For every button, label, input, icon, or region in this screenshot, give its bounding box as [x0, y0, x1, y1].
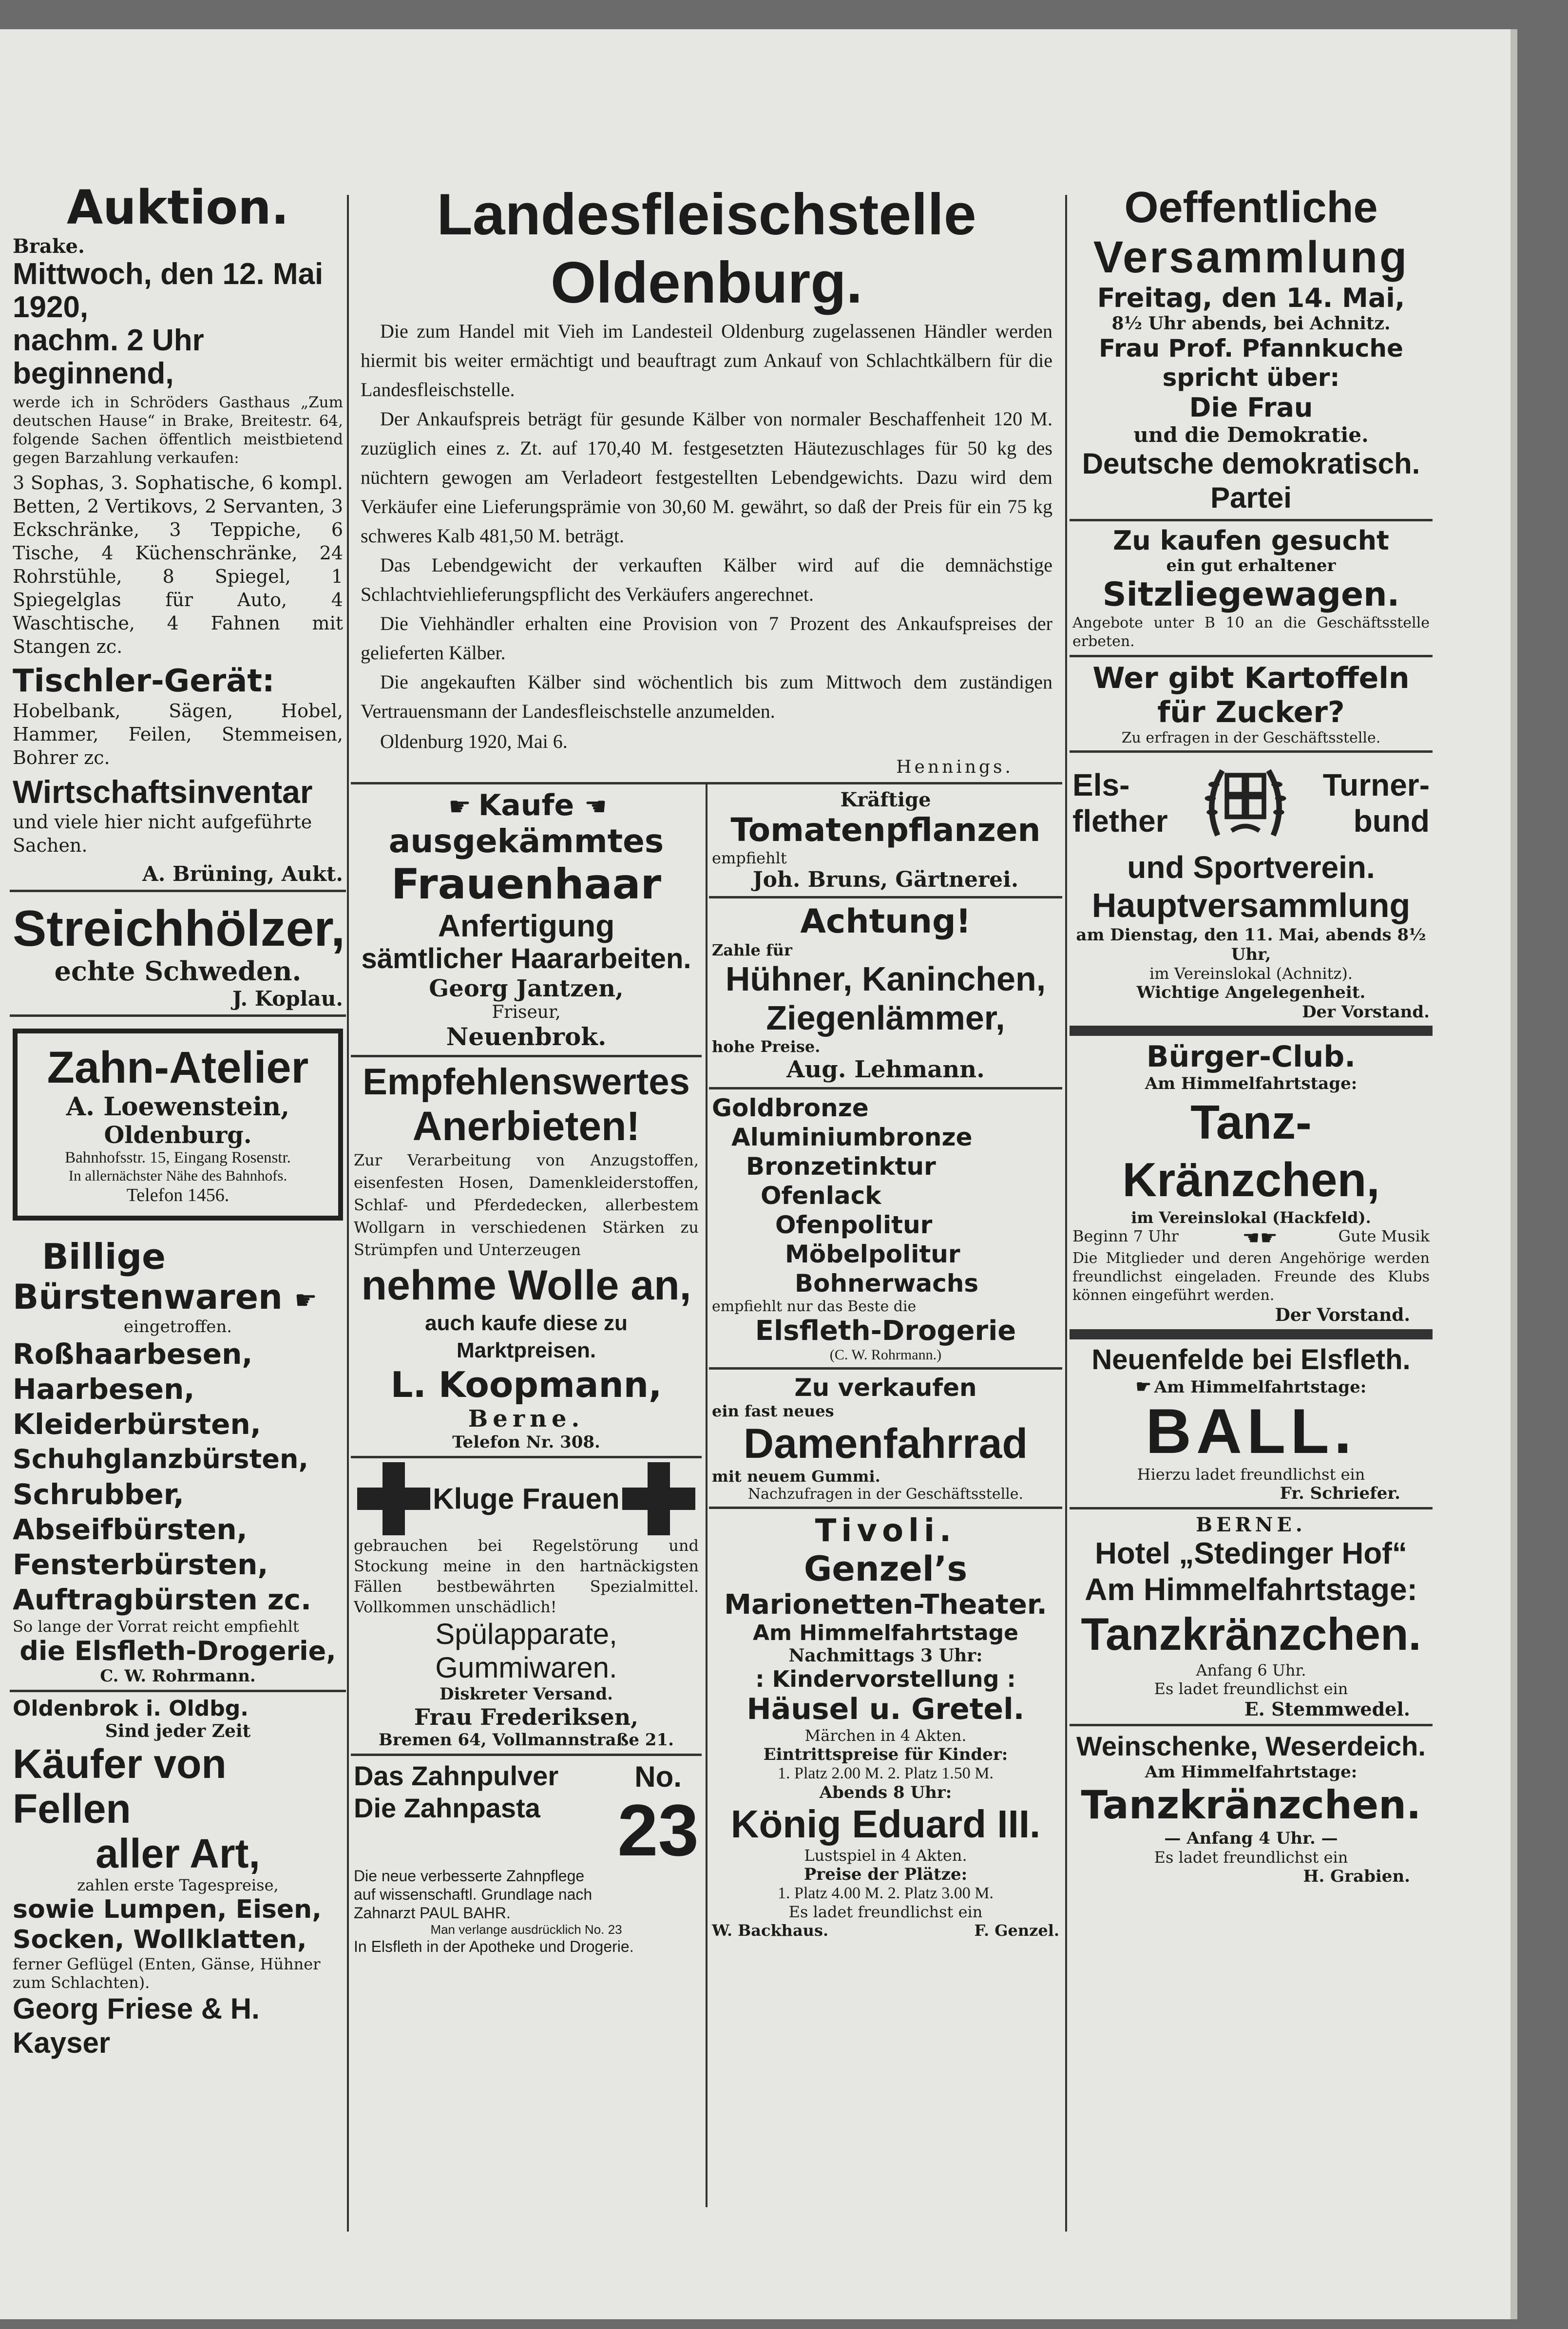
ad-line: Lustspiel in 4 Akten.	[804, 1846, 967, 1865]
ad-heading: Wirtschaftsinventar	[13, 774, 313, 810]
ad-frauenhaar	[351, 784, 702, 1057]
ad-address: Bahnhofsstr. 15, Eingang Rosenstr.	[65, 1149, 291, 1166]
ad-text: In Elsfleth in der Apotheke und Drogerie.	[354, 1938, 634, 1955]
list-item: Möbelpolitur	[785, 1240, 960, 1268]
newspaper-page	[0, 29, 1517, 2319]
ad-big: Damenfahrrad	[743, 1420, 1028, 1467]
ad-title: Zu kaufen gesucht	[1113, 525, 1389, 556]
ad-line: und Sportverein.	[1127, 850, 1375, 885]
ad-line: Ziegenlämmer,	[766, 999, 1005, 1037]
ad-line: ausgekämmtes	[388, 822, 664, 860]
column-middle-left	[351, 784, 702, 1960]
ad-kartoffeln	[1070, 657, 1433, 753]
ad-number: 23	[617, 1789, 699, 1871]
ad-tomaten	[709, 784, 1062, 898]
ad-place: Berne.	[468, 1405, 585, 1432]
ad-line: Anfertigung	[438, 908, 615, 943]
ad-line: empfiehlt	[712, 849, 787, 867]
ad-line: Wichtige Angelegenheit.	[1136, 983, 1366, 1002]
ad-place: BERNE.	[1196, 1513, 1306, 1536]
ad-line: ein gut erhaltener	[1166, 556, 1336, 575]
ad-date: Oldenburg 1920, Mai 6.	[380, 730, 568, 752]
ad-phone: Telefon 1456.	[126, 1185, 229, 1205]
ad-line-text: Kaufe	[478, 788, 574, 822]
ad-text: Es ladet freundlichst ein	[1154, 1848, 1348, 1867]
ad-heading: Tischler-Gerät:	[13, 663, 275, 699]
ad-date: Freitag, den 14. Mai,	[1097, 283, 1405, 313]
ad-title: Tomatenpflanzen	[730, 811, 1041, 849]
ad-place: im Vereinslokal (Achnitz).	[1149, 964, 1353, 983]
ad-achtung	[709, 898, 1062, 1089]
ad-line: hohe Preise.	[712, 1037, 821, 1056]
ad-line: Abends 8 Uhr:	[819, 1783, 952, 1802]
ad-items: 3 Sophas, 3. Sophatische, 6 kompl. Betten, 2 Vertikovs, 2 Servanten, 3 Eckschränke, 3 Teppiche, 6 Tische, 4 Küchenschränke, 24 Rohrstühle, 8 Spiegel, 1 Spiegelglas für Auto, 4 Waschtische, 4 Fahnen mit Stangen zc.	[13, 472, 343, 657]
ad-text: sowie Lumpen, Eisen,	[13, 1895, 322, 1924]
ad-damenfahrrad	[709, 1370, 1062, 1509]
ad-topic: und die Demokratie.	[1133, 423, 1369, 447]
ad-line: Anfang 6 Uhr.	[1196, 1661, 1306, 1680]
ad-signature: Hennings.	[896, 757, 1013, 777]
ad-text: Angebote unter B 10 an die Geschäftsstelle erbeten.	[1072, 614, 1430, 650]
list-item: Kleiderbürsten,	[13, 1408, 261, 1441]
ad-title: Hotel „Stedinger Hof“	[1095, 1537, 1407, 1570]
ad-line: Nachmittags 3 Uhr:	[788, 1645, 983, 1666]
ad-buerger-club	[1070, 1028, 1433, 1332]
ad-line-text: Am Himmelfahrtstage:	[1154, 1377, 1367, 1397]
ad-line: bund	[1353, 803, 1430, 839]
ad-subtitle: auch kaufe diese zu Marktpreisen.	[425, 1311, 628, 1362]
ad-tivoli	[709, 1509, 1062, 1944]
ad-line: Marionetten-Theater.	[724, 1589, 1047, 1621]
ad-big: König Eduard III.	[730, 1802, 1041, 1846]
ad-topic: Die Frau	[1189, 392, 1313, 423]
column-rule	[347, 195, 349, 2232]
ad-line: Es ladet freundlichst ein	[788, 1903, 983, 1921]
ad-name: Frau Frederiksen,	[414, 1704, 639, 1730]
product-list	[13, 1336, 343, 1617]
column-middle-right	[709, 784, 1062, 1944]
ad-text: Socken, Wollklatten,	[13, 1925, 307, 1954]
ad-shop: Elsfleth-Drogerie	[755, 1315, 1016, 1347]
list-item: Ofenlack	[761, 1182, 881, 1210]
ad-signature: A. Brüning, Aukt.	[142, 862, 343, 886]
ad-header-row	[1072, 757, 1430, 849]
ad-text: und viele hier nicht aufgeführte Sachen.	[13, 811, 312, 856]
ad-title: Die Zahnpasta	[354, 1793, 540, 1823]
ad-signature: W. Backhaus.	[712, 1921, 829, 1940]
ad-place: im Vereinslokal (Hackfeld).	[1131, 1208, 1371, 1227]
ad-subtitle: echte Schweden.	[54, 955, 302, 987]
ad-owner: C. W. Rohrmann.	[100, 1666, 256, 1686]
ad-line: sämtlicher Haararbeiten.	[361, 943, 691, 974]
ad-address: In allernächster Nähe des Bahnhofs.	[68, 1167, 287, 1184]
ad-date: Mittwoch, den 12. Mai 1920,	[13, 257, 324, 324]
ad-stedinger-hof	[1070, 1509, 1433, 1726]
ad-landesfleischstelle	[351, 171, 1062, 784]
ad-line: Kräftige	[840, 788, 931, 811]
ad-title: Anerbieten!	[412, 1103, 640, 1149]
ad-place: Oldenbrok i. Oldbg.	[13, 1696, 249, 1721]
ad-title: Billige	[42, 1236, 166, 1277]
ad-title: Streichhölzer,	[13, 900, 345, 957]
ad-text: Die neue verbesserte Zahnpflege auf wissenschaftl. Grundlage nach Zahnarzt PAUL BAHR.	[354, 1867, 593, 1922]
ad-big: Tanz-Kränzchen,	[1122, 1095, 1380, 1206]
ad-text: ferner Geflügel (Enten, Gänse, Hühner zum Schlachten).	[13, 1955, 321, 1992]
ad-title: Versammlung	[1093, 232, 1409, 282]
pointing-hand-icon: ☚ ☛	[1242, 1227, 1275, 1249]
ad-address: Bremen 64, Vollmannstraße 21.	[379, 1730, 674, 1750]
ad-music: Gute Musik	[1338, 1227, 1430, 1245]
ad-begin: Beginn 7 Uhr	[1072, 1227, 1179, 1245]
ad-text: gebrauchen bei Regelstörung und Stockung meine in den hartnäckigsten Fällen bestbewährten Spezialmittel. Vollkommen unschädlich!	[354, 1536, 699, 1616]
ad-line: Am Himmelfahrtstage:	[1145, 1762, 1358, 1782]
ad-text: Man verlange ausdrücklich No. 23	[430, 1922, 622, 1937]
ad-date: am Dienstag, den 11. Mai, abends 8½ Uhr,	[1076, 925, 1426, 964]
ad-title: Zu verkaufen	[794, 1374, 977, 1402]
ad-name: Georg Jantzen,	[429, 975, 624, 1002]
ad-text: Zu erfragen in der Geschäftsstelle.	[1121, 729, 1381, 746]
ad-right	[1323, 767, 1430, 839]
ad-text: Zur Verarbeitung von Anzugstoffen, eisenfesten Hosen, Damenkleiderstoffen, Schlaf- und Pferdedecken, allerbestem Wollgarn in verschiedenen Stärken zu Strümpfen und Unterzeugen	[354, 1151, 699, 1259]
pointing-hand-icon: ☚	[584, 792, 604, 821]
pointing-hand-icon: ☛	[1135, 1376, 1148, 1397]
pointing-hand-icon: ☛	[448, 792, 468, 821]
list-item: Bronzetinktur	[746, 1152, 936, 1181]
ad-title: Weinschenke, Weserdeich.	[1076, 1731, 1426, 1761]
ad-big: BALL.	[1146, 1395, 1357, 1467]
list-item: Abseifbürsten,	[13, 1513, 248, 1546]
ad-text: Die Mitglieder und deren Angehörige werden freundlichst eingeladen. Freunde des Klubs können eingeführt werden.	[1072, 1250, 1430, 1304]
ad-signature: Der Vorstand.	[1302, 1002, 1430, 1022]
ad-drogerie	[709, 1089, 1062, 1370]
ad-title: aller Art,	[96, 1831, 260, 1876]
list-item: Roßhaarbesen,	[13, 1337, 253, 1371]
ad-ball	[1070, 1332, 1433, 1509]
column-middle	[351, 171, 1062, 1955]
ad-text: So lange der Vorrat reicht empfiehlt	[13, 1617, 299, 1636]
ad-row	[1072, 1227, 1430, 1249]
ad-text: werde ich in Schröders Gasthaus „Zum deutschen Hause“ in Brake, Breitestr. 64, folgende Sachen öffentlich meistbietend gegen Barzahlung verkaufen:	[13, 394, 343, 467]
ad-line: 1. Platz 2.00 M. 2. Platz 1.50 M.	[778, 1764, 994, 1782]
ad-kluge-frauen	[351, 1458, 702, 1756]
ad-signature: Fr. Schriefer.	[1280, 1484, 1400, 1503]
ad-line: mit neuem Gummi.	[712, 1467, 880, 1486]
ad-text: empfiehlt nur das Beste die	[712, 1298, 917, 1315]
list-item: Ofenpolitur	[775, 1211, 933, 1239]
ad-line: Els-	[1072, 767, 1130, 802]
red-cross-icon	[357, 1462, 430, 1535]
column-right	[1070, 166, 1433, 1890]
ad-signature: E. Stemmwedel.	[1244, 1698, 1410, 1720]
list-item: Auftragbürsten zc.	[13, 1583, 312, 1616]
ad-paragraph: Der Ankaufspreis beträgt für gesunde Kälber von normaler Beschaffenheit 120 M. zuzüglich eines z. Zt. auf 170,40 M. festgesetzten Häutezuschlages für 50 kg des nüchtern gewogen am Verladeort festgestellten Lebendgewichts. Dazu wird dem Verkäufer eine Lieferungsprämie von 30,60 M. gewährt, so daß der Preis für ein 75 kg schweres Kalb 481,50 M. beträgt.	[361, 408, 1052, 547]
ad-zahnpulver	[351, 1756, 702, 1960]
ad-name: A. Loewenstein,	[66, 1092, 290, 1122]
ad-title: Empfehlenswertes	[363, 1061, 690, 1103]
ad-speaker: Frau Prof. Pfannkuche spricht über:	[1099, 334, 1403, 392]
list-item: Schrubber,	[13, 1478, 184, 1511]
ad-subtitle: Sind jeder Zeit	[105, 1721, 251, 1741]
ad-text: zahlen erste Tagespreise,	[77, 1876, 279, 1894]
ad-big: Tanzkränzchen.	[1081, 1608, 1421, 1660]
ad-title	[13, 1277, 343, 1317]
ad-line: Märchen in 4 Akten.	[804, 1726, 967, 1745]
ad-title-text: Bürstenwaren	[13, 1277, 283, 1317]
ad-sitzliegewagen	[1070, 521, 1433, 657]
ad-items: Hobelbank, Sägen, Hobel, Hammer, Feilen, Stemmeisen, Bohrer zc.	[13, 700, 343, 768]
list-item: Haarbesen,	[13, 1373, 195, 1406]
ad-row	[354, 1760, 699, 1871]
ad-phone: Telefon Nr. 308.	[452, 1432, 600, 1452]
ad-line: ein fast neues	[712, 1402, 834, 1420]
ad-job: Friseur,	[492, 1002, 561, 1022]
column-rule	[1065, 195, 1067, 2232]
ad-title: Kluge Frauen	[433, 1482, 620, 1515]
ad-versammlung	[1070, 166, 1433, 521]
ad-title: Achtung!	[800, 902, 971, 941]
ad-party: Deutsche demokratisch. Partei	[1082, 447, 1420, 514]
ad-owner: (C. W. Rohrmann.)	[829, 1347, 942, 1363]
ad-box	[13, 1029, 343, 1221]
ad-line: — Anfang 4 Uhr. —	[1164, 1829, 1338, 1848]
ad-signatures	[712, 1921, 1059, 1940]
ad-title: Frauenhaar	[391, 860, 662, 909]
ad-big: Tanzkränzchen.	[1081, 1782, 1421, 1828]
ad-paragraph: Das Lebendgewicht der verkauften Kälber wird auf die demnächstige Schlachtviehlieferungspflicht des Verkäufers angerechnet.	[361, 554, 1052, 605]
ad-line: Am Himmelfahrtstage:	[1145, 1074, 1358, 1093]
ad-paragraph: Die Viehhändler erhalten eine Provision von 7 Prozent des Ankaufspreises der gelieferten Kälber.	[361, 612, 1052, 664]
ad-title: Tivoli.	[815, 1513, 956, 1549]
ad-signature: J. Koplau.	[232, 987, 343, 1011]
ad-text: Es ladet freundlichst ein	[1154, 1680, 1348, 1698]
ad-text: Diskreter Versand.	[439, 1684, 613, 1704]
ad-shop: die Elsfleth-Drogerie,	[19, 1636, 336, 1666]
ad-city: Oldenburg.	[104, 1122, 252, 1149]
ad-big: Sitzliegewagen.	[1102, 575, 1400, 614]
ad-title: für Zucker?	[1157, 695, 1345, 729]
ad-product: Gummiwaren.	[435, 1651, 617, 1684]
ad-big: Hauptversammlung	[1091, 886, 1411, 924]
list-item: Bohnerwachs	[795, 1269, 979, 1298]
list-item: Aluminiumbronze	[731, 1123, 973, 1151]
ad-line: Zahle für	[712, 941, 792, 959]
ad-line: Häusel u. Gretel.	[746, 1692, 1025, 1726]
ad-product: Spülapparate,	[435, 1618, 617, 1650]
ad-title-row	[354, 1462, 699, 1535]
ad-line: Eintrittspreise für Kinder:	[763, 1745, 1008, 1764]
ad-streichhoelzer	[10, 892, 346, 1017]
ad-name: L. Koopmann,	[390, 1364, 662, 1405]
ad-title: Neuenfelde bei Elsfleth.	[1091, 1344, 1411, 1375]
ad-title: Das Zahnpulver	[354, 1760, 559, 1791]
ad-paragraph: Die angekauften Kälber sind wöchentlich bis zum Mittwoch dem zuständigen Vertrauensmann der Landesfleischstelle anzumelden.	[361, 671, 1052, 722]
ad-place: Brake.	[13, 235, 85, 258]
ad-weinschenke	[1070, 1726, 1433, 1890]
ad-subtitle: eingetroffen.	[123, 1317, 232, 1336]
column-rule	[706, 784, 708, 2207]
ad-line	[1072, 1376, 1430, 1397]
ad-title: Bürger-Club.	[1146, 1040, 1356, 1074]
ad-time: nachm. 2 Uhr beginnend,	[13, 324, 204, 390]
ad-title: Zahn-Atelier	[47, 1043, 309, 1092]
ad-line: Preise der Plätze:	[803, 1865, 968, 1884]
ad-place: Neuenbrok.	[446, 1022, 607, 1051]
club-emblem-icon	[1199, 757, 1292, 849]
ad-auktion	[10, 166, 346, 892]
ad-no: No.	[634, 1760, 682, 1793]
ad-turnerbund	[1070, 753, 1433, 1028]
ad-line: Nachzufragen in der Geschäftsstelle.	[747, 1486, 1024, 1503]
ad-wolle	[351, 1057, 702, 1458]
ad-line: Am Himmelfahrtstage	[753, 1621, 1018, 1645]
list-item: Schuhglanzbürsten,	[13, 1444, 308, 1474]
ad-signature: F. Genzel.	[974, 1921, 1059, 1940]
ad-left	[1072, 767, 1168, 839]
ad-name: Joh. Bruns, Gärtnerei.	[752, 867, 1019, 892]
list-item: Goldbronze	[712, 1094, 869, 1122]
ad-left	[354, 1760, 558, 1867]
ad-title: Landesfleischstelle Oldenburg.	[437, 182, 976, 315]
pointing-hand-icon: ☛	[294, 1286, 314, 1315]
ad-paragraph: Die zum Handel mit Vieh im Landesteil Oldenburg zugelassenen Händler werden hiermit bis weiter ermächtigt und beauftragt zum Ankauf von Schlachtkälbern für die Landesfleischstelle.	[361, 320, 1052, 401]
ad-name: Aug. Lehmann.	[786, 1056, 985, 1083]
ad-felle	[10, 1692, 346, 2064]
ad-line: 1. Platz 4.00 M. 2. Platz 3.00 M.	[778, 1884, 994, 1902]
ad-line	[354, 788, 699, 822]
ad-zahn-atelier	[10, 1017, 346, 1232]
ad-title: Auktion.	[66, 180, 289, 235]
ad-signature: Georg Friese & H. Kayser	[13, 1992, 260, 2059]
ad-buersten	[10, 1232, 346, 1692]
ad-line: Hühner, Kaninchen,	[725, 960, 1046, 998]
ad-time: 8½ Uhr abends, bei Achnitz.	[1111, 313, 1391, 334]
ad-title: Wer gibt Kartoffeln	[1092, 661, 1410, 695]
ad-title: Käufer von Fellen	[13, 1741, 227, 1832]
red-cross-icon	[622, 1462, 695, 1535]
ad-title: Am Himmelfahrtstage:	[1085, 1572, 1417, 1607]
ad-signature: H. Grabien.	[1303, 1867, 1410, 1886]
ad-right	[617, 1760, 699, 1871]
ad-title: Oeffentliche	[1124, 183, 1378, 232]
list-item: Fensterbürsten,	[13, 1548, 268, 1581]
ad-big: nehme Wolle an,	[361, 1262, 691, 1309]
ad-line: : Kindervorstellung :	[755, 1666, 1016, 1692]
column-left	[10, 166, 346, 2064]
ad-line: Genzel’s	[803, 1549, 968, 1589]
ad-line: Turner-	[1322, 767, 1430, 802]
ad-text: Hierzu ladet freundlichst ein	[1137, 1465, 1365, 1484]
ad-signature: Der Vorstand.	[1275, 1305, 1410, 1325]
ad-line: flether	[1072, 803, 1168, 839]
